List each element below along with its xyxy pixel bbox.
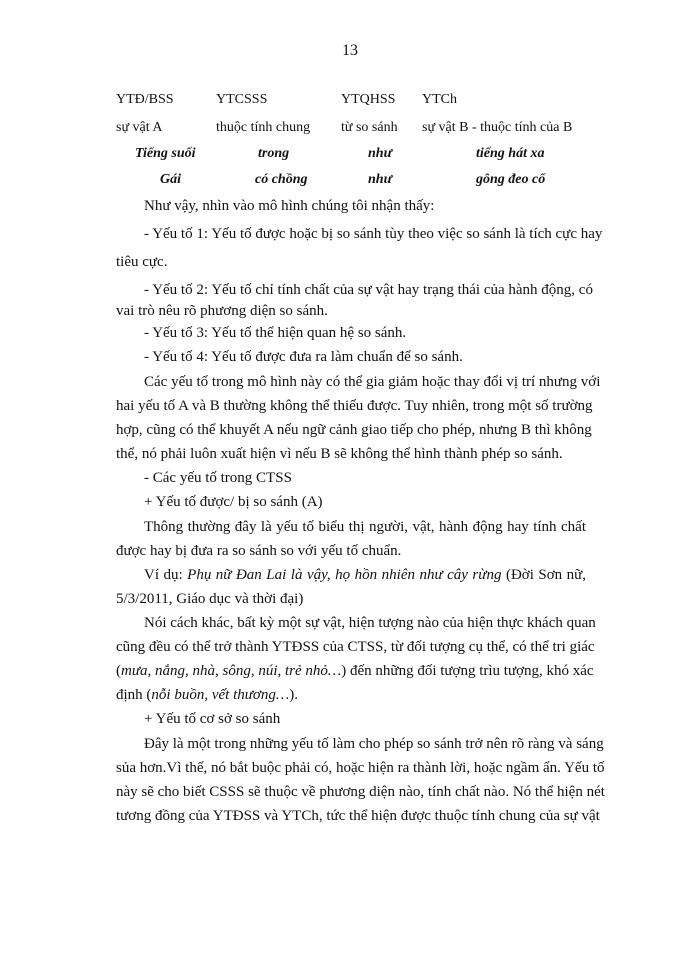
text-line: sủa hơn.Vì thế, nó bắt buộc phải có, hoặc hiện ra thành lời, hoặc ngầm ẩn. Yếu tố: [116, 760, 605, 776]
text-line: + Yếu tố cơ sở so sánh: [144, 711, 281, 727]
example-words: nỗi buồn, vết thương…: [151, 687, 290, 703]
text-line: tiêu cực.: [116, 254, 168, 270]
text-line: Nói cách khác, bất kỳ một sự vật, hiện tượng nào của hiện thực khách quan: [144, 615, 596, 631]
model-header-csss: YTCSSS: [216, 92, 268, 107]
text-line: định (nỗi buồn, vết thương…).: [116, 687, 299, 703]
text-line: được hay bị đưa ra so sánh so với yếu tố chuẩn.: [116, 543, 402, 559]
text-line: Đây là một trong những yếu tố làm cho phép so sánh trở nên rõ ràng và sáng: [144, 736, 604, 752]
example1-a: Tiếng suối: [135, 146, 196, 161]
model-desc-csss: thuộc tính chung: [216, 120, 311, 135]
text-line: này sẽ cho biết CSSS sẽ thuộc về phương diện nào, tính chất nào. Nó thể hiện nét: [116, 784, 605, 800]
text-line: cũng đều có thể trở thành YTĐSS của CTSS, từ đối tượng cụ thể, có thể tri giác: [116, 639, 595, 655]
example-quote: Phụ nữ Đan Lai là vậy, họ hồn nhiên như cây rừng: [187, 567, 502, 583]
text-line: hợp, cũng có thể khuyết A nếu ngữ cảnh giao tiếp cho phép, nhưng B thì không: [116, 422, 592, 438]
text-line: vai trò nêu rõ phương diện so sánh.: [116, 303, 328, 319]
text-line: + Yếu tố được/ bị so sánh (A): [144, 494, 323, 510]
example-line: [144, 567, 586, 584]
model-header-a: YTĐ/BSS: [116, 92, 174, 107]
page-number: 13: [342, 42, 358, 59]
text-line: Các yếu tố trong mô hình này có thể gia giảm hoặc thay đổi vị trí nhưng với: [144, 374, 601, 390]
model-desc-a: sự vật A: [116, 120, 163, 135]
model-desc-ch: sự vật B - thuộc tính của B: [422, 120, 573, 135]
model-header-qhss: YTQHSS: [341, 92, 396, 107]
text-line: - Yếu tố 1: Yếu tố được hoặc bị so sánh tùy theo việc so sánh là tích cực hay: [144, 226, 603, 242]
model-desc-qhss: từ so sánh: [341, 120, 398, 135]
text-line: - Yếu tố 2: Yếu tố chỉ tính chất của sự vật hay trạng thái của hành động, có: [144, 282, 593, 298]
text-line: Như vậy, nhìn vào mô hình chúng tôi nhận thấy:: [144, 198, 435, 214]
example-words: mưa, nắng, nhà, sông, núi, trẻ nhỏ…: [121, 663, 342, 679]
text-line: 5/3/2011, Giáo dục và thời đại): [116, 591, 304, 607]
example2-a: Gái: [160, 172, 181, 187]
text-line: - Các yếu tố trong CTSS: [144, 470, 292, 486]
text-line: Thông thường đây là yếu tố biểu thị người, vật, hành động hay tính chất: [144, 519, 586, 535]
example1-ch: tiếng hát xa: [476, 146, 545, 161]
example2-csss: có chồng: [255, 172, 308, 187]
example1-csss: trong: [258, 146, 290, 161]
text-line: - Yếu tố 4: Yếu tố được đưa ra làm chuẩn để so sánh.: [144, 349, 463, 365]
example2-ch: gông đeo cổ: [476, 172, 546, 187]
example1-qhss: như: [368, 146, 392, 161]
text-line: tương đồng của YTĐSS và YTCh, tức thể hiện được thuộc tính chung của sự vật: [116, 808, 600, 824]
example-prefix: Ví dụ:: [144, 567, 183, 583]
text-line: (mưa, nắng, nhà, sông, núi, trẻ nhỏ…) đến những đối tượng trìu tượng, khó xác: [116, 663, 594, 679]
example2-qhss: như: [368, 172, 392, 187]
model-header-ch: YTCh: [422, 92, 457, 107]
text-line: hai yếu tố A và B thường không thể thiếu được. Tuy nhiên, trong một số trường: [116, 398, 593, 414]
text-line: thể, nó phải luôn xuất hiện vì nếu B sẽ không thể hình thành phép so sánh.: [116, 446, 563, 462]
text-line: - Yếu tố 3: Yếu tố thể hiện quan hệ so sánh.: [144, 325, 407, 341]
example-source: (Đời Sơn nữ,: [505, 567, 587, 583]
